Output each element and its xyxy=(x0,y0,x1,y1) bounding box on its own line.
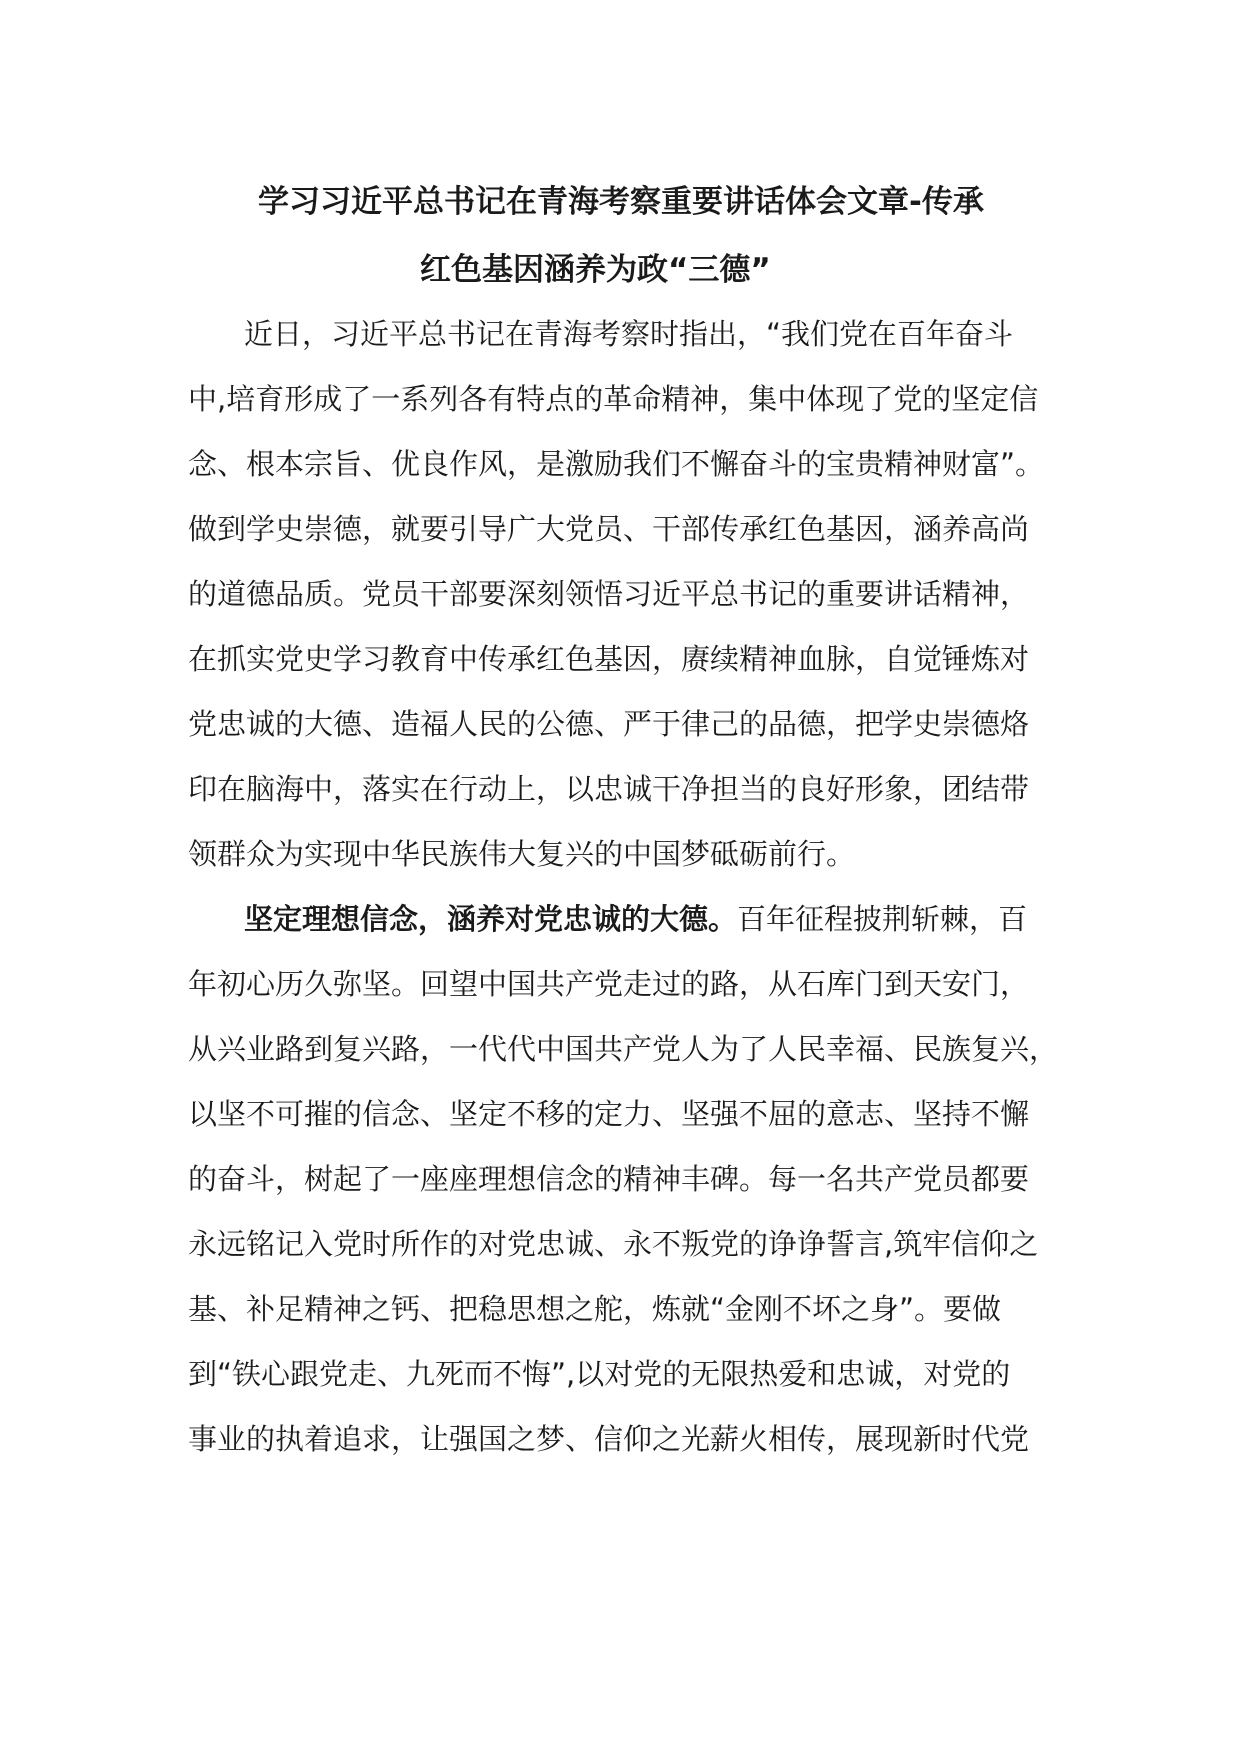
paragraph-loyalty xyxy=(188,887,1068,1472)
title-line: 学习习近平总书记在青海考察重要讲话体会文章-传承 xyxy=(258,184,984,220)
text-line xyxy=(188,887,1068,952)
text-line: 以坚不可摧的信念、坚定不移的定力、坚强不屈的意志、坚持不懈 xyxy=(188,1097,1030,1131)
text-line: 党忠诚的大德、造福人民的公德、严于律己的品德，把学史崇德烙 xyxy=(188,707,1030,741)
document-body xyxy=(188,302,1068,1472)
text-line: 从兴业路到复兴路，一代代中国共产党人为了人民幸福、民族复兴， xyxy=(188,1032,1059,1066)
text-line: 基、补足精神之钙、把稳思想之舵，炼就“金刚不坏之身”。要做 xyxy=(188,1292,1002,1326)
document-title xyxy=(188,168,1088,304)
text-line: 的奋斗，树起了一座座理想信念的精神丰碑。每一名共产党员都要 xyxy=(188,1162,1030,1196)
text-line: 近日，习近平总书记在青海考察时指出，“我们党在百年奋斗 xyxy=(244,317,1014,351)
text-line: 事业的执着追求，让强国之梦、信仰之光薪火相传，展现新时代党 xyxy=(188,1422,1030,1456)
text-line: 永远铭记入党时所作的对党忠诚、永不叛党的诤诤誓言,筑牢信仰之 xyxy=(188,1227,1039,1261)
text-line: 到“铁心跟党走、九死而不悔”,以对党的无限热爱和忠诚，对党的 xyxy=(188,1357,1011,1391)
text-line: 印在脑海中，落实在行动上，以忠诚干净担当的良好形象，团结带 xyxy=(188,772,1030,806)
paragraph-lead-heading: 坚定理想信念，涵养对党忠诚的大德。 xyxy=(244,902,738,936)
text-line: 中,培育形成了一系列各有特点的革命精神，集中体现了党的坚定信 xyxy=(188,382,1039,416)
paragraph-intro xyxy=(188,302,1068,887)
text-line: 在抓实党史学习教育中传承红色基因，赓续精神血脉，自觉锤炼对 xyxy=(188,642,1030,676)
text-line: 念、根本宗旨、优良作风，是激励我们不懈奋斗的宝贵精神财富”。 xyxy=(188,447,1045,481)
text-line: 的道德品质。党员干部要深刻领悟习近平总书记的重要讲话精神， xyxy=(188,577,1030,611)
text-line: 做到学史崇德，就要引导广大党员、干部传承红色基因，涵养高尚 xyxy=(188,512,1030,546)
paragraph-lead-rest: 百年征程披荆斩棘，百 xyxy=(737,902,1028,936)
text-line: 年初心历久弥坚。回望中国共产党走过的路，从石库门到天安门， xyxy=(188,967,1030,1001)
text-line: 领群众为实现中华民族伟大复兴的中国梦砥砺前行。 xyxy=(188,837,856,871)
title-line: 红色基因涵养为政“三德” xyxy=(420,252,771,288)
